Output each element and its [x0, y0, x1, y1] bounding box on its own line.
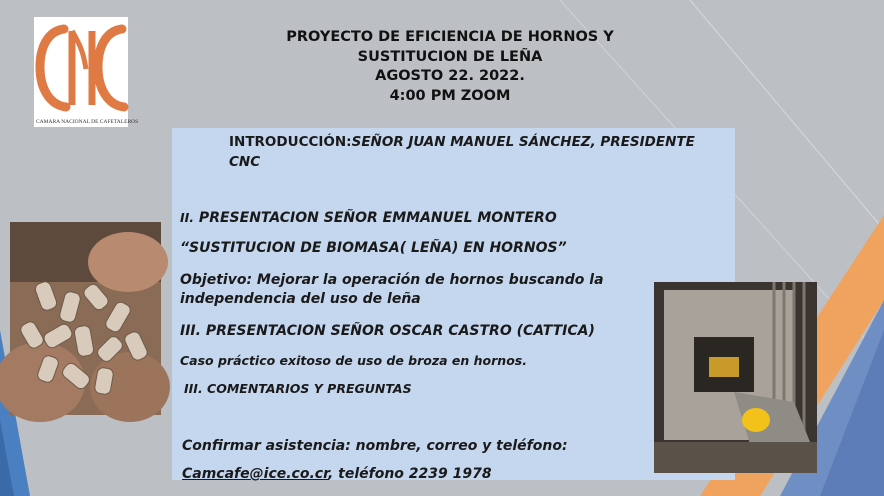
- intro-label: INTRODUCCIÓN:: [229, 134, 352, 150]
- agenda-item-ii-topic: “SUSTITUCION DE BIOMASA( LEÑA) EN HORNOS”: [180, 240, 567, 256]
- title-line-3: AGOSTO 22. 2022.: [375, 68, 525, 84]
- logo-caption: CAMARA NACIONAL DE CAFETALEROS: [36, 119, 139, 125]
- agenda-item-iii-b: III. COMENTARIOS Y PREGUNTAS: [184, 381, 412, 396]
- cnc-logo: [34, 17, 139, 127]
- intro-name: SEÑOR JUAN MANUEL SÁNCHEZ, PRESIDENTE CNC: [229, 134, 695, 170]
- slide-title: [240, 28, 660, 106]
- agenda-item-ii: [180, 208, 700, 228]
- agenda-confirm: Confirmar asistencia: nombre, correo y teléfono:: [182, 438, 568, 454]
- agenda-contact: [182, 465, 702, 484]
- title-line-4: 4:00 PM ZOOM: [389, 87, 511, 104]
- agenda-intro: [229, 132, 729, 172]
- title-line-2: SUSTITUCION DE LEÑA: [357, 48, 543, 65]
- email-link[interactable]: Camcafe@ice.co.cr: [182, 466, 328, 482]
- agenda-objective: Objetivo: Mejorar la operación de hornos buscando la independencia del uso de leña: [180, 272, 604, 307]
- agenda-case: Caso práctico exitoso de uso de broza en hornos.: [180, 353, 527, 368]
- title-line-1: PROYECTO DE EFICIENCIA DE HORNOS Y: [286, 29, 614, 45]
- item-ii-prefix: II.: [180, 210, 195, 225]
- item-ii-text: PRESENTACION SEÑOR EMMANUEL MONTERO: [194, 210, 557, 226]
- oven-burner-photo: [654, 282, 817, 473]
- cnc-logo-mark: [34, 17, 128, 117]
- phone-text: , teléfono 2239 1978: [327, 466, 492, 482]
- agenda-item-iii: III. PRESENTACION SEÑOR OSCAR CASTRO (CATTICA): [180, 323, 595, 339]
- pellets-in-hand-photo: [10, 222, 161, 415]
